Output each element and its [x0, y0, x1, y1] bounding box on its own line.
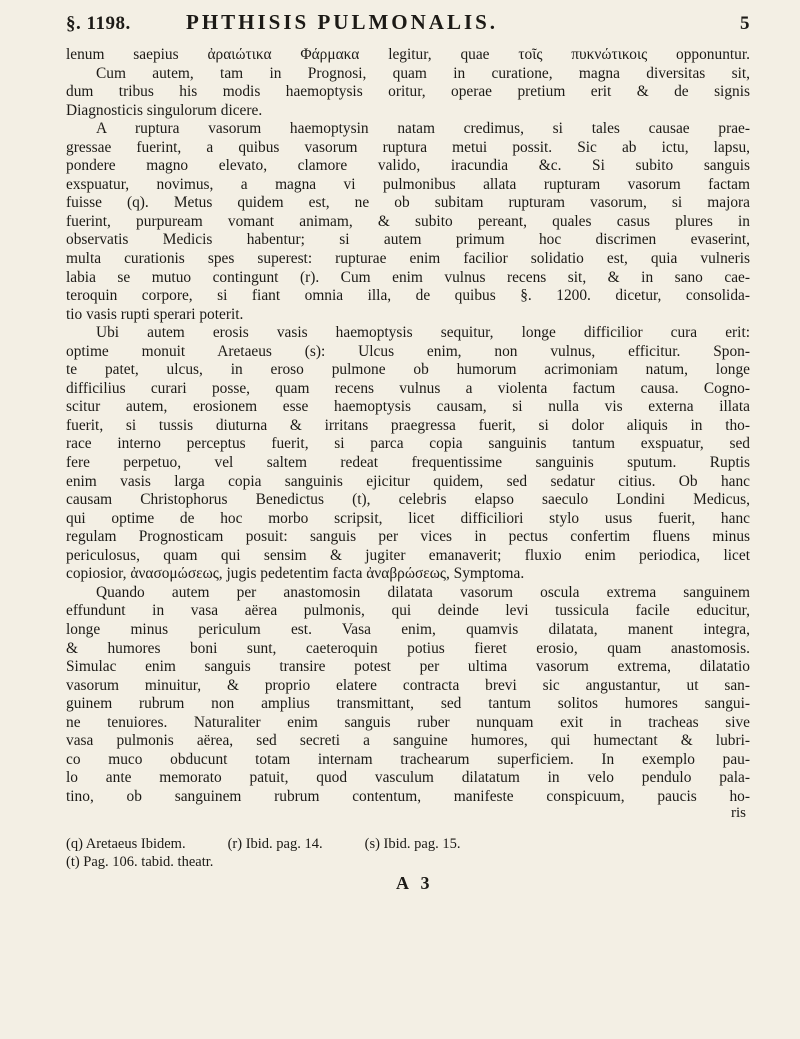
text-line: longe minus periculum est. Vasa enim, quamvis dilatata, manent integra,	[66, 620, 750, 638]
text-line: guinem rubrum non amplius transmittant, sed tantum solitos humores sangui-	[66, 695, 750, 713]
text-line: co muco obducunt totam internam trachearum superficiem. In exemplo pau-	[66, 750, 750, 768]
text-line: te patet, ulcus, in eroso pulmone ob humorum acrimoniam natum, longe	[66, 361, 750, 379]
text-line: teroquin corpore, si fiant omnia illa, de quibus §. 1200. dicetur, consolida-	[66, 287, 750, 305]
text-line: Quando autem per anastomosin dilatata vasorum oscula extrema sanguinem	[96, 583, 750, 601]
text-line: Cum autem, tam in Prognosi, quam in curatione, magna diversitas sit,	[96, 64, 750, 82]
section-number: §. 1198.	[66, 13, 131, 34]
text-line: fuerint, purpuream vomant animam, & subito pereant, quales casus plures in	[66, 212, 750, 230]
text-line: vasorum minuitur, & proprio elatere contracta brevi sic angustantur, ut san-	[66, 676, 750, 694]
footnotes	[66, 835, 750, 871]
text-line: vasa pulmonis aërea, sed secreti a sanguine humores, qui humectant & lubri-	[66, 732, 750, 750]
text-line: enim vasis larga copia sanguinis ejicitur quidem, sed sedatur citius. Ob hanc	[66, 472, 750, 490]
text-line: multa curationis spes superest: rupturae enim facilior solidatio est, quia vulneris	[66, 250, 750, 268]
text-line: tio vasis rupti sperari poterit.	[66, 305, 244, 323]
footnote-t: (t) Pag. 106. tabid. theatr.	[66, 853, 214, 870]
text-line: observatis Medicis habentur; si autem primum hoc discrimen evaserint,	[66, 231, 750, 249]
text-line: fuisse (q). Metus quidem est, ne ob subitam rupturam vasorum, si majora	[66, 194, 750, 212]
text-line: race interno perceptus fuerit, si parca copia sanguinis tantum exspuatur, sed	[66, 435, 750, 453]
body-text	[66, 46, 750, 823]
text-line: exspuatur, novimus, a magna vi pulmonibus allata rupturam vasorum factam	[66, 175, 750, 193]
text-line: effundunt in vasa aërea pulmonis, qui deinde levi tussicula facile educitur,	[66, 602, 750, 620]
footnote-q: (q) Aretaeus Ibidem.	[66, 835, 186, 852]
running-head	[66, 10, 750, 46]
footnote-s: (s) Ibid. pag. 15.	[364, 835, 461, 852]
page-mark: 5	[740, 13, 750, 34]
text-line: copiosior, ἀνασομώσεως, jugis pedetentim facta ἀναβρώσεως, Symptoma.	[66, 565, 525, 583]
text-line: difficilius curari posse, quam recens vulnus a violenta factum causa. Cogno-	[66, 379, 750, 397]
text-line: lo ante memorato patuit, quod vasculum dilatatum in velo pendulo pala-	[66, 769, 750, 787]
text-line: pondere magno elevato, clamore valido, iracundia &c. Si subito sanguis	[66, 157, 750, 175]
text-line: fuerit, si tussis diuturna & irritans praegressa fuerit, si dolor aliquis in tho-	[66, 416, 750, 434]
text-line: Simulac enim sanguis transire potest per ultima vasorum extrema, dilatatio	[66, 658, 750, 676]
text-line: ne tenuiores. Naturaliter enim sanguis ruber nunquam exit in tracheas sive	[66, 713, 750, 731]
text-line: fere perpetuo, vel saltem redeat frequentissime sanguinis sputum. Ruptis	[66, 454, 750, 472]
text-line: & humores boni sunt, caeteroquin potius fieret erosio, quam anastomosis.	[66, 639, 750, 657]
text-line: labia se mutuo contingunt (r). Cum enim vulnus recens sit, & in sano cae-	[66, 268, 750, 286]
footnote-row	[66, 853, 750, 871]
text-line: causam Christophorus Benedictus (t), celebris elapso saeculo Londini Medicus,	[66, 491, 750, 509]
text-line: regulam Prognosticam posuit: sanguis per vices in pectus confertim fluens minus	[66, 528, 750, 546]
text-line: periculosus, quam qui sensim & jugiter emanaverit; fluxio enim periodica, licet	[66, 546, 750, 564]
running-title: PHTHISIS PULMONALIS.	[186, 10, 499, 34]
text-line: gressae fuerint, a quibus vasorum ruptura metui possit. Sic ab ictu, lapsu,	[66, 138, 750, 156]
text-line: lenum saepius ἀραιώτικα Φάρμακα legitur, quae τοῖς πυκνώτικοις opponuntur.	[66, 46, 750, 63]
footnote-row	[66, 835, 750, 853]
text-line: qui optime de hoc morbo scripsit, licet difficiliori stylo usus fuerit, hanc	[66, 509, 750, 527]
text-line: scitur autem, erosionem esse haemoptysis causam, si nulla vis externa illata	[66, 398, 750, 416]
signature-mark: A 3	[396, 872, 434, 893]
text-line: optime monuit Aretaeus (s): Ulcus enim, non vulnus, efficitur. Spon-	[66, 342, 750, 360]
catchword: ris	[731, 805, 746, 822]
text-line: Ubi autem erosis vasis haemoptysis sequitur, longe difficilior cura erit:	[96, 324, 750, 342]
footnote-r: (r) Ibid. pag. 14.	[227, 835, 323, 852]
text-line: A ruptura vasorum haemoptysin natam credimus, si tales causae prae-	[96, 120, 750, 138]
text-line: dum tribus his modis haemoptysis oritur, operae pretium erit & de signis	[66, 83, 750, 101]
text-line: Diagnosticis singulorum dicere.	[66, 101, 263, 119]
text-line: tino, ob sanguinem rubrum contentum, manifeste conspicuum, paucis ho-	[66, 787, 750, 805]
